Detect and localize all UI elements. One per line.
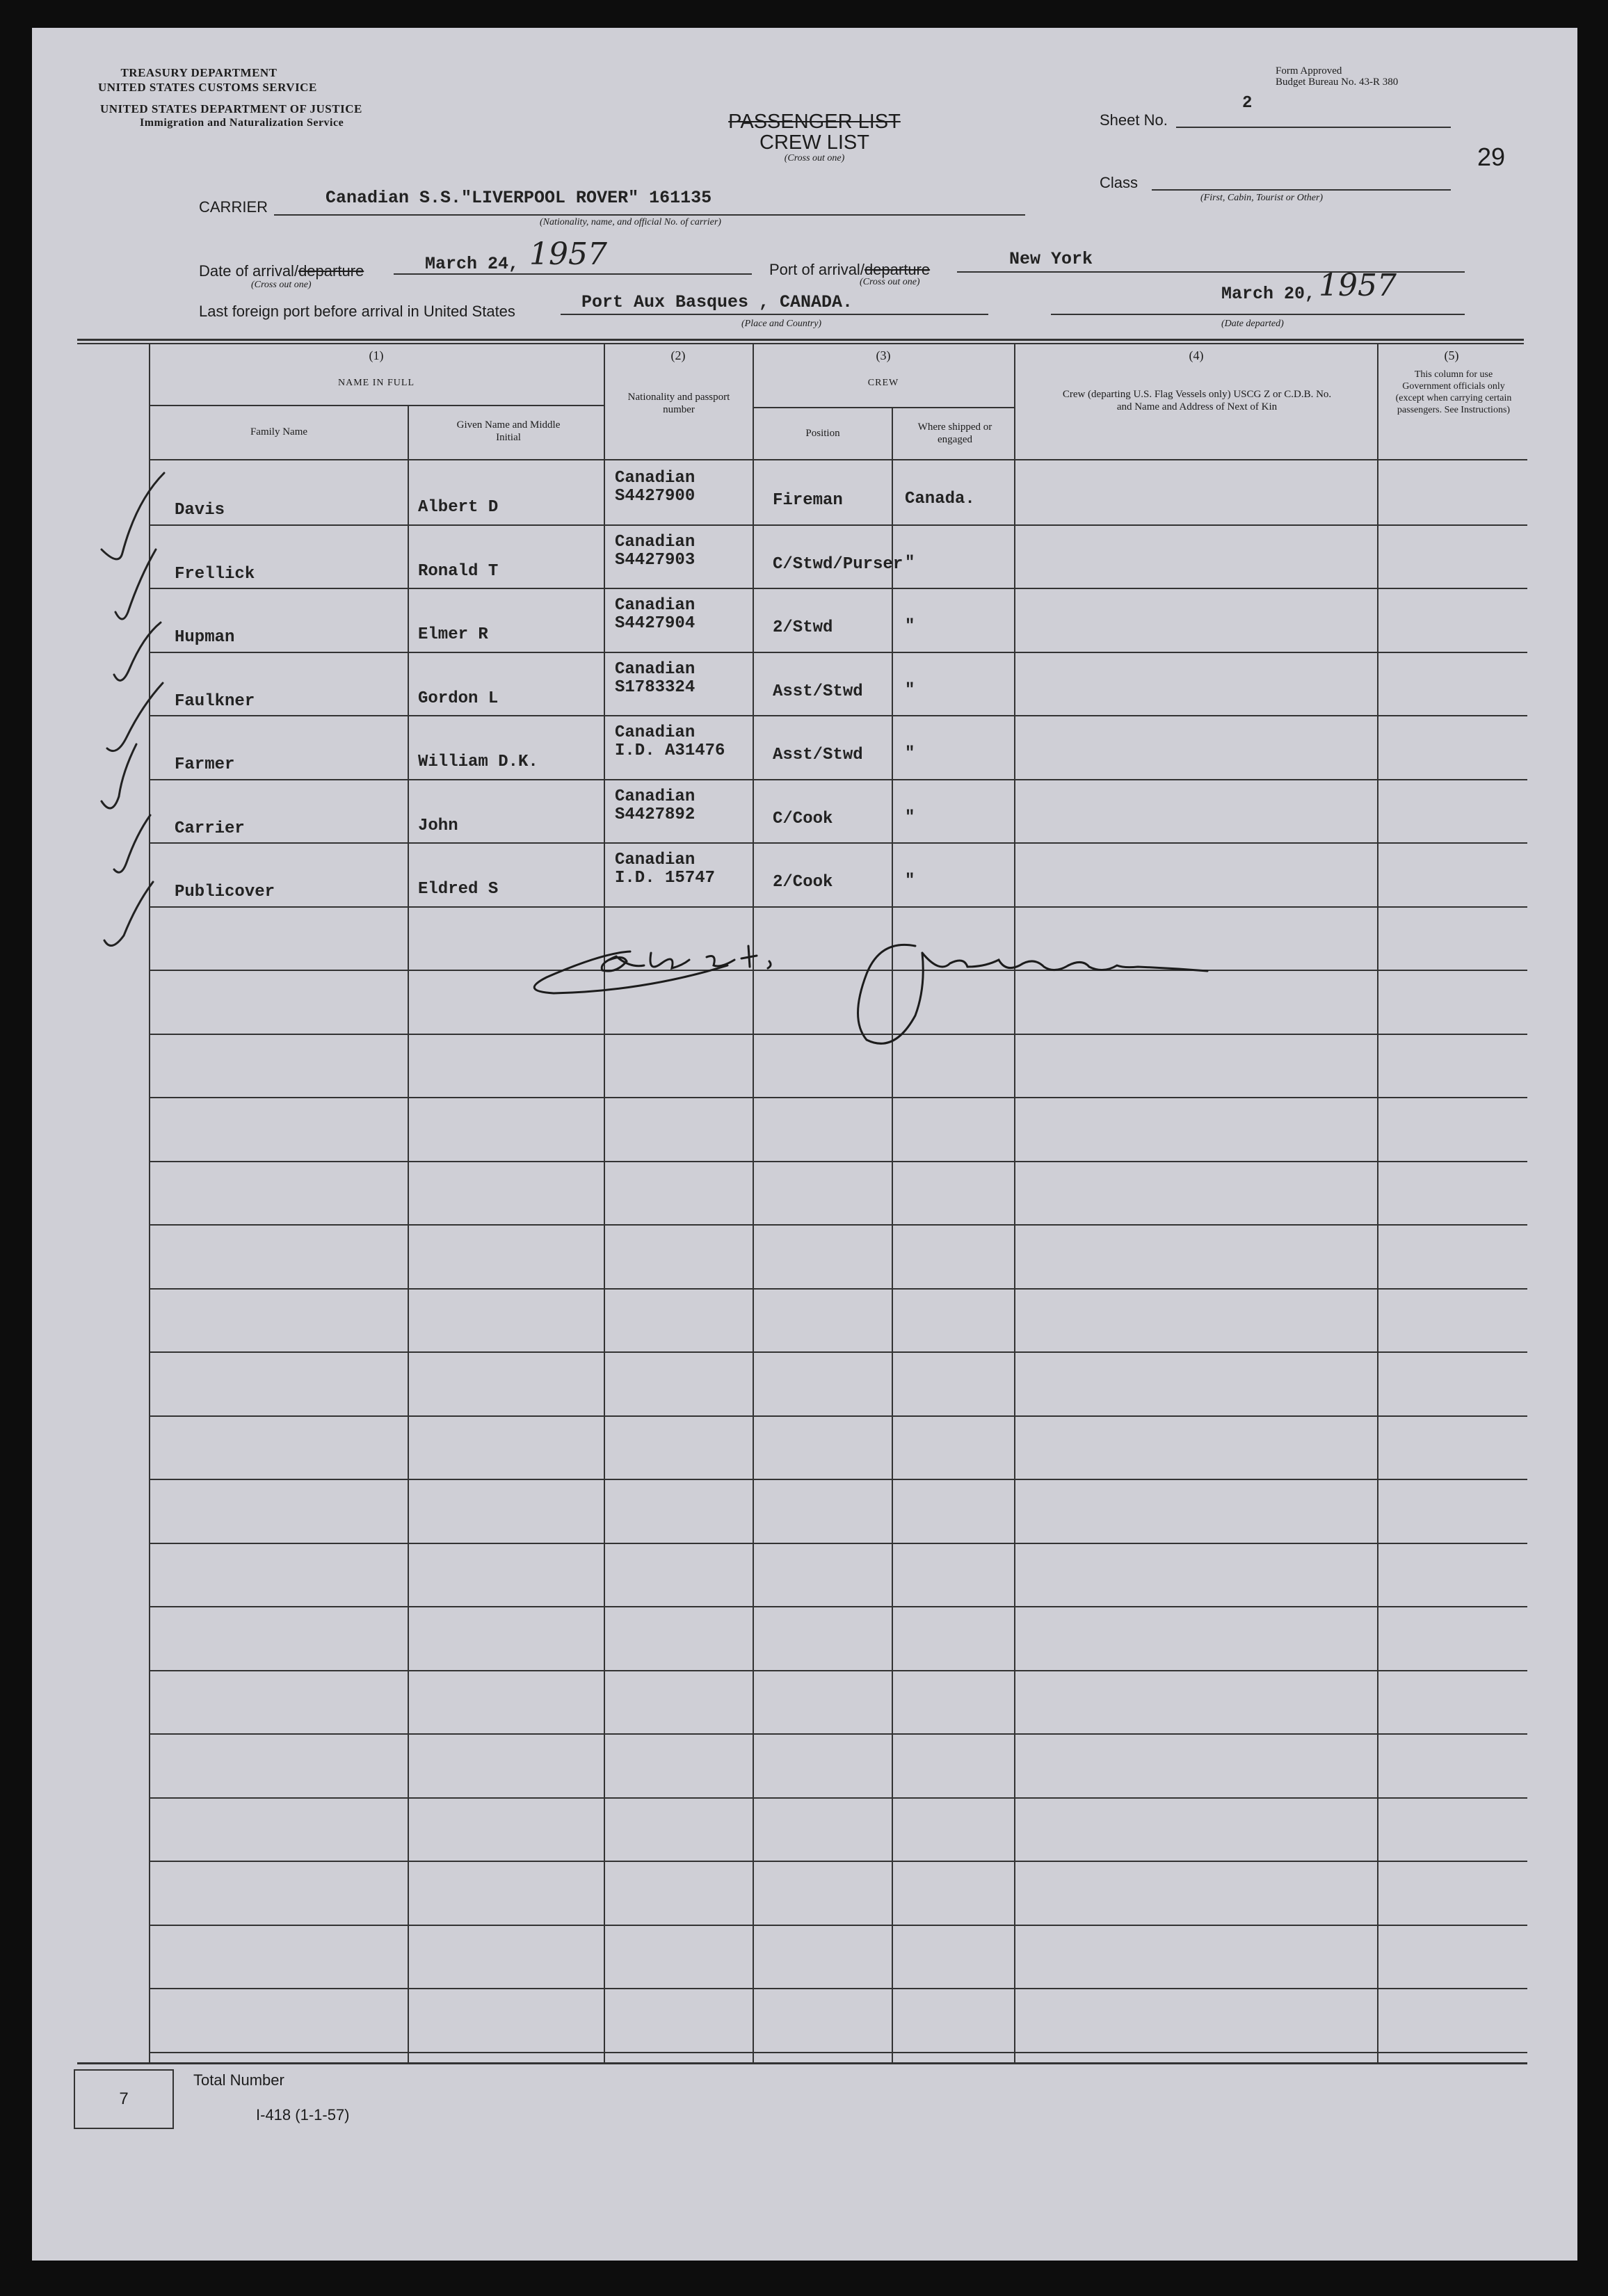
grid-row-line	[149, 652, 1527, 653]
family-name-cell: Hupman	[175, 628, 235, 647]
title-note: (Cross out one)	[784, 153, 845, 163]
table-top-rule	[77, 339, 1524, 341]
carrier-note: (Nationality, name, and official No. of carrier)	[540, 217, 721, 227]
check-mark-icon	[104, 882, 153, 946]
check-mark-icon	[102, 744, 136, 808]
approval-line-2: Budget Bureau No. 43-R 380	[1276, 77, 1399, 88]
arrival-label	[199, 262, 364, 280]
class-underline	[1152, 189, 1451, 191]
table-top-rule-2	[77, 343, 1524, 344]
passport-cell: I.D. A31476	[615, 741, 725, 760]
grid-row-line	[149, 1415, 1527, 1417]
c4-title: Crew (departing U.S. Flag Vessels only) USCG Z or C.D.B. No. and Name and Address of Next of Kin	[1062, 389, 1332, 412]
grid-row-line	[149, 524, 1527, 526]
passport-cell: S4427892	[615, 805, 696, 824]
grid-row-line	[149, 842, 1527, 844]
grid-row-line	[149, 1351, 1527, 1353]
class-label: Class	[1100, 174, 1139, 191]
check-mark-icon	[114, 623, 161, 680]
header-bottom-rule	[149, 459, 1527, 460]
crew-list-form	[32, 28, 1577, 2261]
nationality-cell: Canadian	[615, 469, 696, 488]
position-cell: Asst/Stwd	[773, 682, 863, 701]
given-name-cell: Gordon L	[418, 689, 499, 708]
position-cell: C/Cook	[773, 810, 833, 828]
where-shipped-cell: "	[905, 744, 915, 763]
family-name-cell: Faulkner	[175, 692, 255, 711]
col-line-family-given	[408, 405, 409, 2062]
given-name-cell: Eldred S	[418, 880, 499, 899]
foreign-port-underline	[561, 314, 988, 315]
col-line-name-nat	[604, 344, 605, 2062]
family-header: Family Name	[250, 426, 308, 437]
arrival-label-prefix: Date of arrival/	[199, 262, 299, 280]
col-line-crew-c4	[1014, 344, 1015, 2062]
c3-title: CREW	[867, 378, 899, 388]
c4-num: (4)	[1189, 348, 1204, 362]
passport-cell: S1783324	[615, 678, 696, 697]
grid-row-line	[149, 1925, 1527, 1926]
nationality-cell: Canadian	[615, 596, 696, 615]
page-number: 29	[1477, 143, 1506, 171]
grid-row-line	[149, 906, 1527, 908]
check-mark-icon	[115, 549, 156, 619]
date-departed-note: (Date departed)	[1221, 319, 1284, 329]
position-cell: Fireman	[773, 491, 843, 510]
carrier-label: CARRIER	[199, 198, 268, 216]
approval-block	[1276, 65, 1398, 88]
grid-row-line	[149, 1479, 1527, 1480]
check-marks	[81, 445, 206, 974]
port-label-prefix: Port of arrival/	[769, 261, 865, 278]
position-cell: Asst/Stwd	[773, 746, 863, 764]
passport-cell: S4427903	[615, 551, 696, 570]
c2-num: (2)	[670, 348, 686, 362]
given-name-cell: Ronald T	[418, 562, 499, 581]
where-header: Where shipped or engaged	[917, 422, 992, 445]
agency-line-3: UNITED STATES DEPARTMENT OF JUSTICE	[100, 102, 362, 115]
grid-row-line	[149, 1543, 1527, 1544]
grid-row-line	[149, 1161, 1527, 1162]
position-cell: C/Stwd/Purser	[773, 555, 903, 574]
passport-cell: I.D. 15747	[615, 869, 716, 888]
port-label-struck: departure	[864, 261, 931, 278]
port-note: (Cross out one)	[860, 277, 920, 287]
table-bottom-rule	[77, 2062, 1527, 2064]
sheet-underline	[1176, 127, 1451, 128]
class-note: (First, Cabin, Tourist or Other)	[1200, 193, 1324, 203]
departed-year-hand: 1957	[1319, 268, 1397, 303]
nationality-cell: Canadian	[615, 851, 696, 869]
c5-title: This column for use Government officials only (except when carrying certain passengers. See Instructions)	[1395, 369, 1512, 415]
foreign-port-note: (Place and Country)	[741, 319, 822, 329]
family-name-cell: Publicover	[175, 883, 275, 901]
family-name-cell: Carrier	[175, 819, 245, 838]
col-line-position-where	[892, 407, 893, 2062]
given-name-cell: John	[418, 817, 458, 835]
crew-sub-rule	[753, 407, 1014, 408]
where-shipped-cell: "	[905, 617, 915, 636]
nationality-cell: Canadian	[615, 723, 696, 742]
signature-image	[505, 925, 1381, 1092]
foreign-port-value: Port Aux Basques , CANADA.	[581, 292, 853, 312]
port-value: New York	[1009, 249, 1093, 269]
grid-row-line	[149, 1797, 1527, 1799]
grid-row-line	[149, 1670, 1527, 1671]
position-cell: 2/Stwd	[773, 618, 833, 637]
where-shipped-cell: "	[905, 808, 915, 827]
check-mark-icon	[114, 815, 150, 872]
grid-row-line	[149, 588, 1527, 589]
where-shipped-cell: "	[905, 554, 915, 572]
total-number-label: Total Number	[193, 2071, 284, 2089]
sheet-label: Sheet No.	[1100, 111, 1168, 129]
name-sub-rule	[149, 405, 604, 406]
check-mark-icon	[107, 683, 163, 751]
col-line-c4-c5	[1377, 344, 1378, 2062]
form-id: I-418 (1-1-57)	[256, 2106, 350, 2124]
where-shipped-cell: "	[905, 872, 915, 890]
departed-date-typed: March 20,	[1221, 284, 1316, 304]
title-passenger-list: PASSENGER LIST	[728, 111, 901, 133]
c3-num: (3)	[876, 348, 891, 362]
grid-row-line	[149, 1733, 1527, 1735]
passport-cell: S4427904	[615, 614, 696, 633]
agency-line-4: Immigration and Naturalization Service	[140, 117, 344, 129]
form-title	[700, 111, 929, 164]
given-name-cell: Albert D	[418, 498, 499, 517]
where-shipped-cell: Canada.	[905, 490, 975, 508]
title-crew-list: CREW LIST	[759, 131, 869, 154]
total-number-box	[74, 2069, 174, 2129]
col-line-nat-crew	[753, 344, 754, 2062]
carrier-value: Canadian S.S."LIVERPOOL ROVER" 161135	[325, 188, 712, 208]
check-mark-icon	[102, 473, 164, 559]
family-name-cell: Farmer	[175, 755, 235, 774]
nationality-cell: Canadian	[615, 787, 696, 806]
foreign-port-label: Last foreign port before arrival in United States	[199, 303, 515, 320]
agency-line-1: TREASURY DEPARTMENT	[120, 66, 278, 79]
grid-row-line	[149, 1288, 1527, 1290]
nationality-cell: Canadian	[615, 660, 696, 679]
total-number-value: 7	[119, 2089, 129, 2108]
given-name-cell: William D.K.	[418, 753, 538, 771]
family-name-cell: Frellick	[175, 565, 255, 584]
where-shipped-cell: "	[905, 681, 915, 700]
date-departed-underline	[1051, 314, 1465, 315]
given-name-cell: Elmer R	[418, 625, 488, 644]
arrival-date-typed: March 24,	[425, 254, 520, 274]
grid-row-line	[149, 1861, 1527, 1862]
approval-line-1: Form Approved	[1276, 65, 1342, 77]
position-cell: 2/Cook	[773, 873, 833, 892]
grid-row-line	[149, 1224, 1527, 1226]
c1-title: NAME IN FULL	[338, 378, 415, 388]
sheet-value: 2	[1242, 94, 1253, 113]
nationality-cell: Canadian	[615, 533, 696, 552]
passport-cell: S4427900	[615, 487, 696, 506]
agency-block	[98, 65, 317, 95]
grid-row-line	[149, 1606, 1527, 1607]
agency-line-2: UNITED STATES CUSTOMS SERVICE	[98, 81, 317, 94]
family-name-cell: Davis	[175, 501, 225, 520]
c5-num: (5)	[1444, 348, 1459, 362]
arrival-label-struck: departure	[298, 262, 364, 280]
carrier-underline	[274, 214, 1025, 216]
grid-row-line	[149, 1097, 1527, 1098]
c2-title: Nationality and passport number	[627, 392, 730, 415]
grid-row-line	[149, 779, 1527, 780]
position-header: Position	[805, 428, 840, 439]
arrival-note: (Cross out one)	[251, 280, 312, 290]
c1-num: (1)	[369, 348, 384, 362]
arrival-year-hand: 1957	[529, 236, 607, 272]
grid-row-line	[149, 1988, 1527, 1989]
grid-row-line	[149, 2052, 1527, 2053]
given-header: Given Name and Middle Initial	[456, 419, 561, 443]
grid-row-line	[149, 715, 1527, 716]
